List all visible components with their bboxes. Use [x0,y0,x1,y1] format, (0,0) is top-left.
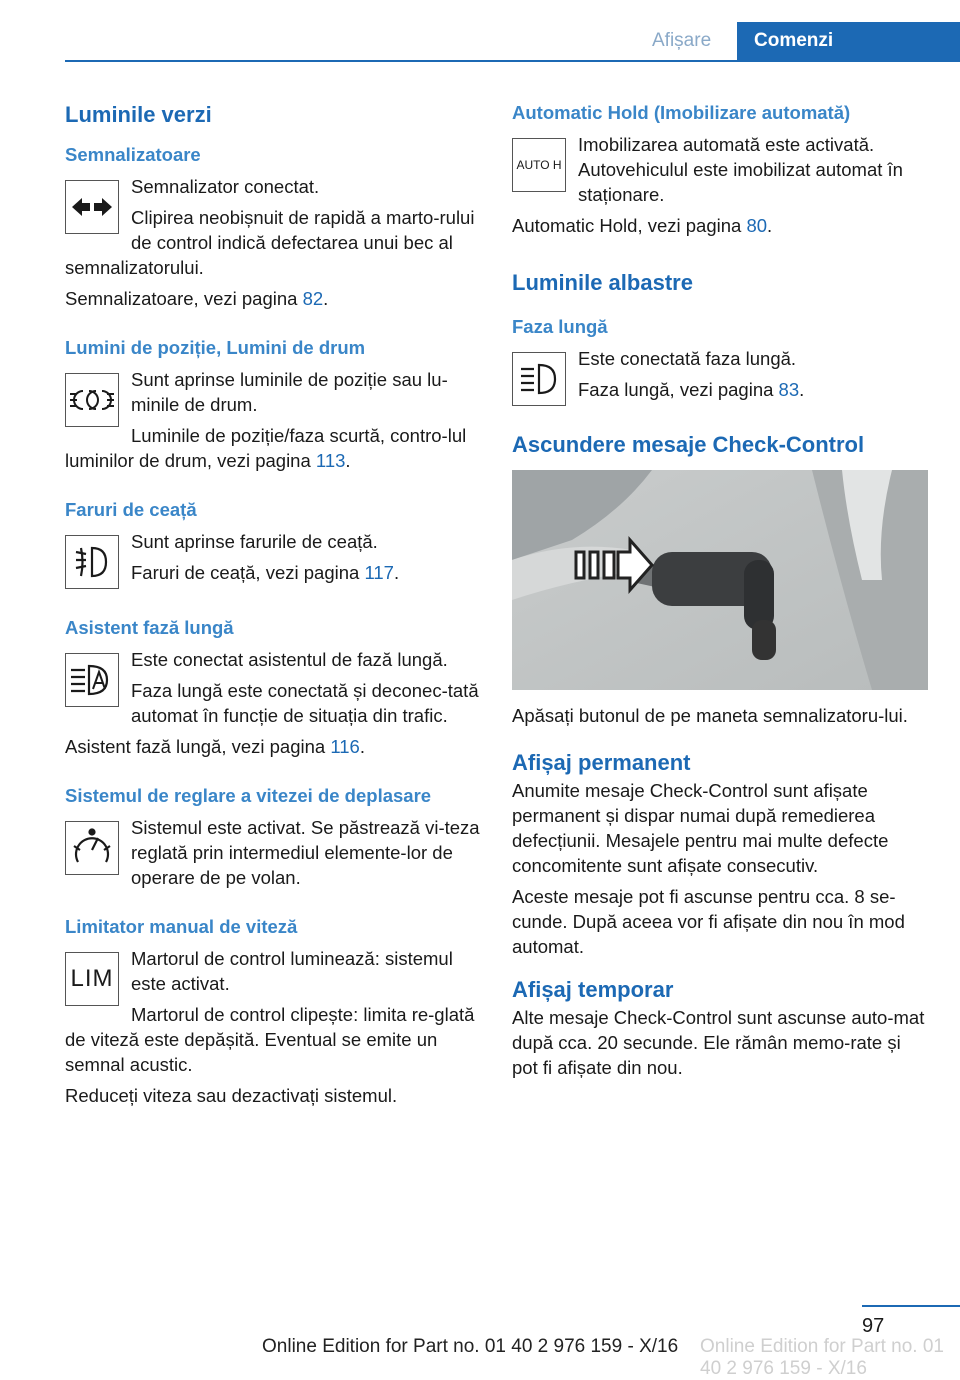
header-rule [65,60,960,62]
high-beam-icon [512,352,566,406]
turn-signal-arrows-icon [65,180,119,234]
autohold-text-1: Imobilizarea automată este activată. Autovehiculul este imobilizat automat în staționare. [578,134,903,205]
heading-parking-lights: Lumini de poziție, Lumini de drum [65,337,366,358]
turn-signal-stalk-photo [512,470,928,690]
page-link-113[interactable]: 113 [315,450,346,471]
heading-turn-signals: Semnalizatoare [65,144,201,165]
footer-rule [862,1305,960,1307]
section-title-temporary-display: Afișaj temporar [512,977,674,1002]
turn-text-1: Semnalizator conectat. [131,176,320,197]
parking-text-2: Luminile de poziție/faza scurtă, contro-lul luminilor de drum, vezi pagina 113. [65,425,467,471]
right-column [512,100,930,1080]
page-link-82[interactable]: 82 [302,288,324,309]
hba-text-1: Este conectat asistentul de fază lungă. [131,649,448,670]
watermark-text: Online Edition for Part no. 01 40 2 976 159 - X/16 [700,1336,944,1379]
temporary-text-1: Alte mesaje Check-Control sunt ascunse auto-mat după cca. 20 secunde. Ele rămân memo-rate și pot fi afișate din nou. [512,1007,925,1078]
highbeam-reference: Faza lungă, vezi pagina 83. [578,379,805,400]
cruise-text-1: Sistemul este activat. Se păstrează vi-teza reglată prin intermediul elemente-lor de operare de pe volan. [131,817,480,888]
photo-caption: Apăsați butonul de pe maneta semnalizatoru-lui. [512,705,908,726]
limiter-text-3: Reduceți viteza sau dezactivați sistemul. [65,1085,398,1106]
cruise-control-icon [65,821,119,875]
tab-display[interactable]: Afișare [652,30,712,51]
fog-text-1: Sunt aprinse farurile de ceață. [131,531,378,552]
page-link-116[interactable]: 116 [330,736,360,757]
parking-lights-icon [65,373,119,427]
left-column [65,100,485,1108]
page-link-117[interactable]: 117 [364,562,394,583]
fog-reference: Faruri de ceață, vezi pagina 117. [131,562,400,583]
autohold-reference: Automatic Hold, vezi pagina 80. [512,215,773,236]
highbeam-text-1: Este conectată faza lungă. [578,348,797,369]
tab-controls[interactable]: Comenzi [737,22,960,62]
edition-text: Online Edition for Part no. 01 40 2 976 159 - X/16 [262,1336,679,1357]
hba-text-2: Faza lungă este conectată și deconec-tată automat în funcție de situația din trafic. [131,680,479,726]
turn-reference: Semnalizatoare, vezi pagina 82. [65,288,329,309]
permanent-text-2: Aceste mesaje pot fi ascunse pentru cca. 8 se-cunde. După aceea vor fi afișate din nou în mod automat. [512,886,905,957]
heading-high-beam-assistant: Asistent fază lungă [65,617,234,638]
auto-hold-icon: AUTO H [512,138,566,192]
limiter-text-1: Martorul de control luminează: sistemul este activat. [131,948,453,994]
section-title-blue-lights: Luminile albastre [512,270,693,295]
fog-light-icon [65,535,119,589]
limiter-text-2: Martorul de control clipește: limita re-glată de viteză este depășită. Eventual se emite un semnal acustic. [65,1004,475,1075]
heading-high-beam: Faza lungă [512,316,608,337]
heading-speed-limiter: Limitator manual de viteză [65,916,298,937]
heading-cruise-control: Sistemul de reglare a vitezei de deplasare [65,785,432,806]
page-link-80[interactable]: 80 [746,215,768,236]
hba-reference: Asistent fază lungă, vezi pagina 116. [65,736,365,757]
section-title-green-lights: Luminile verzi [65,102,212,127]
high-beam-assistant-icon [65,653,119,707]
parking-text-1: Sunt aprinse luminile de poziție sau lu-minile de drum. [131,369,448,415]
turn-text-2: Clipirea neobișnuit de rapidă a marto-rului de control indică defectarea unui bec al semnalizatorului. [65,207,475,278]
speed-limiter-icon: LIM [65,952,119,1006]
heading-auto-hold: Automatic Hold (Imobilizare automată) [512,102,851,123]
page-link-83[interactable]: 83 [778,379,800,400]
page-number: 97 [862,1315,885,1337]
section-title-permanent-display: Afișaj permanent [512,750,691,775]
heading-fog-lights: Faruri de ceață [65,499,197,520]
permanent-text-1: Anumite mesaje Check-Control sunt afișate permanent și dispar numai după remedierea defecțiunii. Mesajele pentru mai multe defecte concomitente sunt afișate consecutiv. [512,780,889,876]
section-title-hide-check-control: Ascundere mesaje Check-Control [512,432,865,457]
